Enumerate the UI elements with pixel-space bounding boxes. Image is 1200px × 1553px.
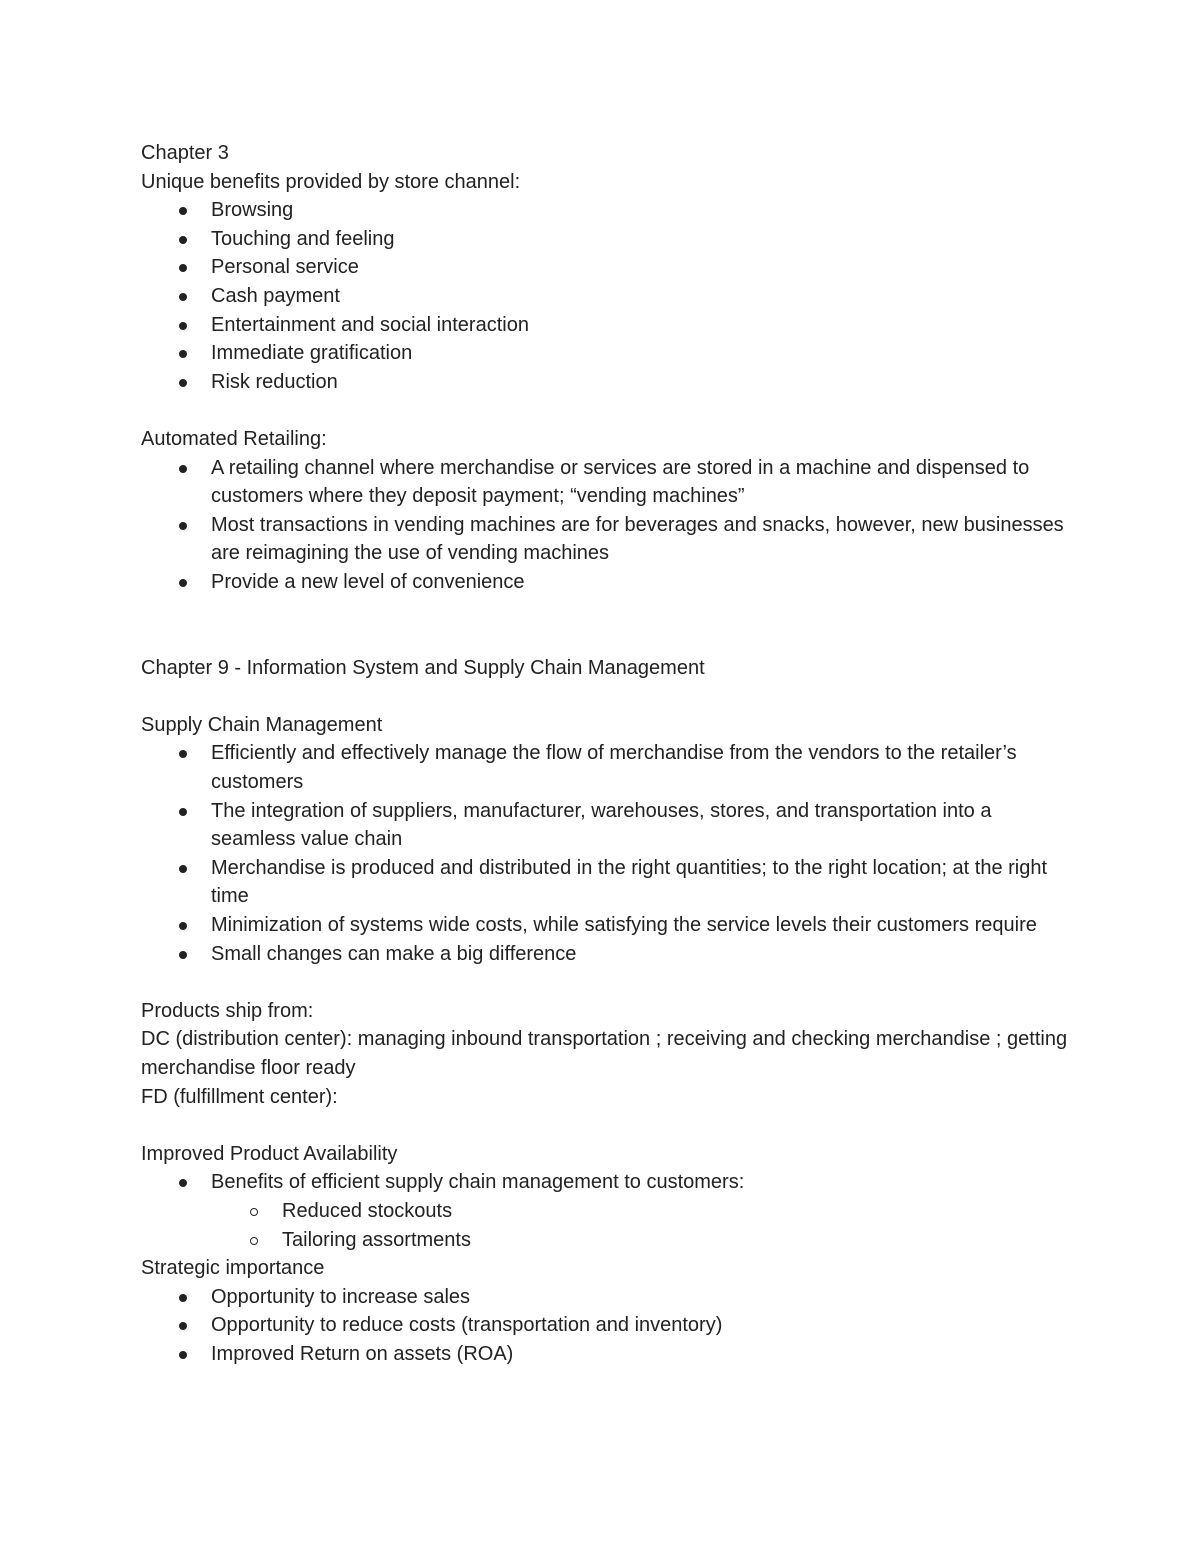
document-page — [141, 139, 1081, 1369]
list-item: Minimization of systems wide costs, while satisfying the service levels their customers require — [141, 911, 1081, 940]
list-item: Cash payment — [141, 282, 1081, 311]
list-item: Improved Return on assets (ROA) — [141, 1340, 1081, 1369]
list-item: Opportunity to increase sales — [141, 1283, 1081, 1312]
spacer — [141, 597, 1081, 654]
automated-retailing-list — [141, 454, 1081, 597]
strategic-list — [141, 1283, 1081, 1369]
supply-chain-heading: Supply Chain Management — [141, 713, 383, 736]
supply-chain-list — [141, 739, 1081, 968]
chapter-9-title: Chapter 9 - Information System and Supply Chain Management — [141, 656, 705, 679]
spacer — [141, 396, 1081, 425]
availability-list — [141, 1168, 1081, 1254]
sub-list-item: Reduced stockouts — [141, 1197, 1081, 1226]
store-channel-heading: Unique benefits provided by store channel: — [141, 170, 521, 193]
availability-heading: Improved Product Availability — [141, 1142, 398, 1165]
list-item: Touching and feeling — [141, 225, 1081, 254]
dc-definition: DC (distribution center): managing inbound transportation ; receiving and checking merchandise ; getting merchandise floor ready — [141, 1028, 1068, 1079]
products-ship-heading: Products ship from: — [141, 999, 314, 1022]
list-item: Entertainment and social interaction — [141, 311, 1081, 340]
strategic-heading: Strategic importance — [141, 1257, 325, 1280]
list-item: Opportunity to reduce costs (transportation and inventory) — [141, 1311, 1081, 1340]
spacer — [141, 682, 1081, 711]
list-item: Immediate gratification — [141, 339, 1081, 368]
list-item: Most transactions in vending machines are for beverages and snacks, however, new businesses are reimagining the use of vending machines — [141, 511, 1081, 568]
fd-definition: FD (fulfillment center): — [141, 1085, 338, 1108]
list-item: Small changes can make a big difference — [141, 940, 1081, 969]
sub-list-item: Tailoring assortments — [141, 1226, 1081, 1255]
list-item: Browsing — [141, 196, 1081, 225]
store-benefits-list — [141, 196, 1081, 396]
spacer — [141, 1111, 1081, 1140]
list-item: The integration of suppliers, manufacturer, warehouses, stores, and transportation into a seamless value chain — [141, 797, 1081, 854]
list-item: Risk reduction — [141, 368, 1081, 397]
chapter-3-title: Chapter 3 — [141, 142, 229, 164]
automated-retailing-heading: Automated Retailing: — [141, 427, 327, 450]
list-item: A retailing channel where merchandise or services are stored in a machine and dispensed to customers where they deposit payment; “vending machines” — [141, 454, 1081, 511]
spacer — [141, 968, 1081, 997]
list-item: Merchandise is produced and distributed in the right quantities; to the right location; at the right time — [141, 854, 1081, 911]
list-item: Efficiently and effectively manage the flow of merchandise from the vendors to the retailer’s customers — [141, 739, 1081, 796]
list-item: Benefits of efficient supply chain management to customers: — [141, 1168, 1081, 1197]
list-item: Provide a new level of convenience — [141, 568, 1081, 597]
list-item: Personal service — [141, 253, 1081, 282]
